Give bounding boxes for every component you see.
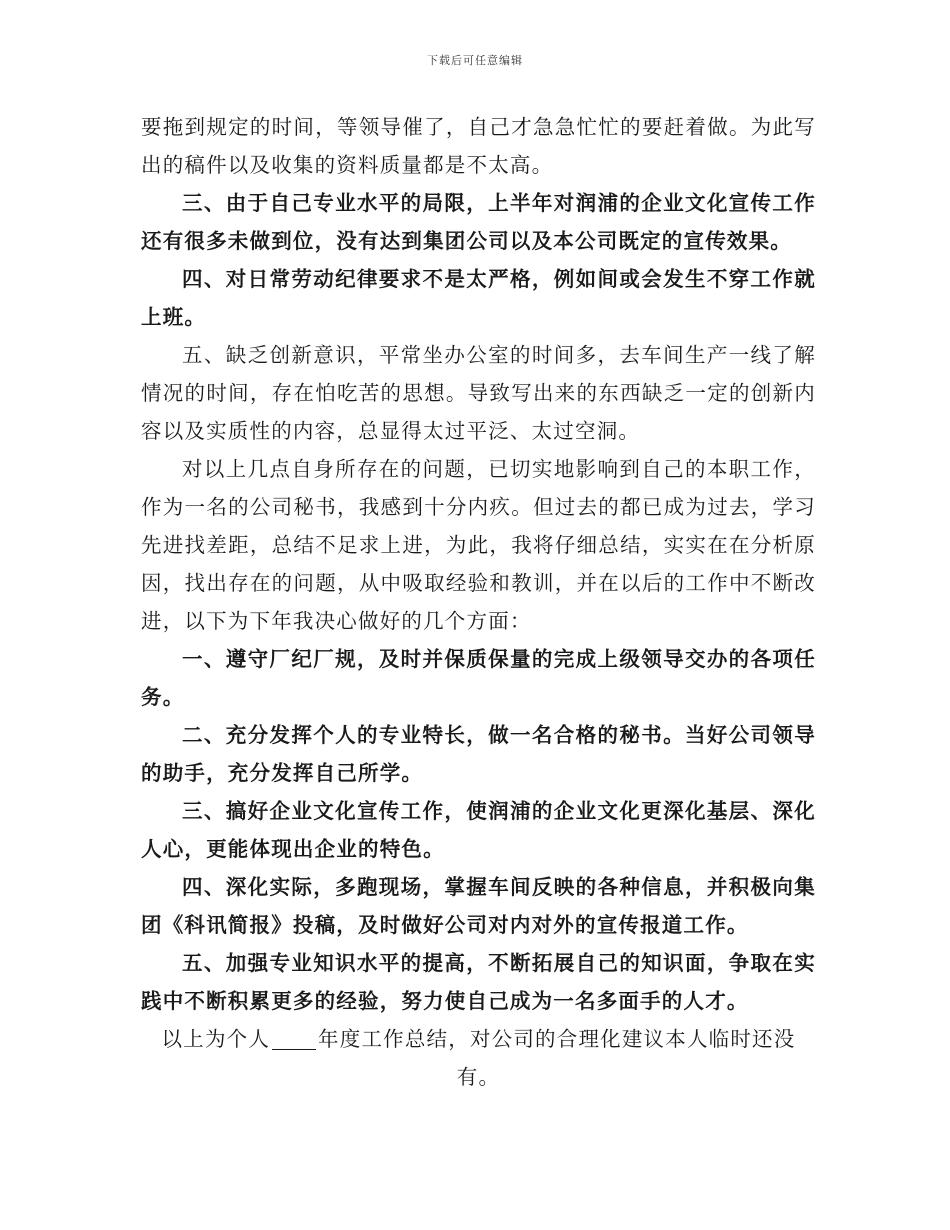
paragraph-plan-2: 二、充分发挥个人的专业特长，做一名合格的秘书。当好公司领导的助手，充分发挥自己所学。 bbox=[141, 723, 816, 785]
conclusion-lead: 以上为个人 bbox=[161, 1027, 271, 1051]
paragraph-continuation: 要拖到规定的时间，等领导催了，自己才急急忙忙的要赶着做。为此写出的稿件以及收集的资料质量都是不太高。 bbox=[141, 115, 816, 177]
paragraph-reflection: 对以上几点自身所存在的问题，已切实地影响到自己的本职工作，作为一名的公司秘书，我感到十分内疚。但过去的都已成为过去，学习先进找差距，总结不足求上进，为此，我将仔细总结，实实在在分析原因，找出存在的问题，从中吸取经验和教训，并在以后的工作中不断改进，以下为下年我决心做好的几个方面： bbox=[141, 457, 816, 633]
page-header: 下载后可任意编辑 bbox=[427, 54, 523, 67]
paragraph-plan-1: 一、遵守厂纪厂规，及时并保质保量的完成上级领导交办的各项任务。 bbox=[141, 647, 816, 709]
paragraph-point-4: 四、对日常劳动纪律要求不是太严格，例如间或会发生不穿工作就上班。 bbox=[141, 267, 816, 329]
paragraph-plan-5: 五、加强专业知识水平的提高，不断拓展自己的知识面，争取在实践中不断积累更多的经验，努力使自己成为一名多面手的人才。 bbox=[141, 951, 816, 1013]
paragraph-plan-3: 三、搞好企业文化宣传工作，使润浦的企业文化更深化基层、深化人心，更能体现出企业的特色。 bbox=[141, 799, 816, 861]
paragraph-point-3: 三、由于自己专业水平的局限，上半年对润浦的企业文化宣传工作还有很多未做到位，没有达到集团公司以及本公司既定的宣传效果。 bbox=[141, 191, 816, 253]
fill-in-blank bbox=[272, 1029, 316, 1050]
conclusion-tail: 年度工作总结，对公司的合理化建议本人临时还没有。 bbox=[318, 1027, 796, 1089]
paragraph-point-5: 五、缺乏创新意识，平常坐办公室的时间多，去车间生产一线了解情况的时间，存在怕吃苦的思想。导致写出来的东西缺乏一定的创新内容以及实质性的内容，总显得太过平泛、太过空洞。 bbox=[141, 343, 816, 443]
paragraph-plan-4: 四、深化实际，多跑现场，掌握车间反映的各种信息，并积极向集团《科讯简报》投稿，及时做好公司对内对外的宣传报道工作。 bbox=[141, 875, 816, 937]
document-body bbox=[141, 108, 816, 1096]
paragraph-conclusion bbox=[141, 1020, 816, 1096]
